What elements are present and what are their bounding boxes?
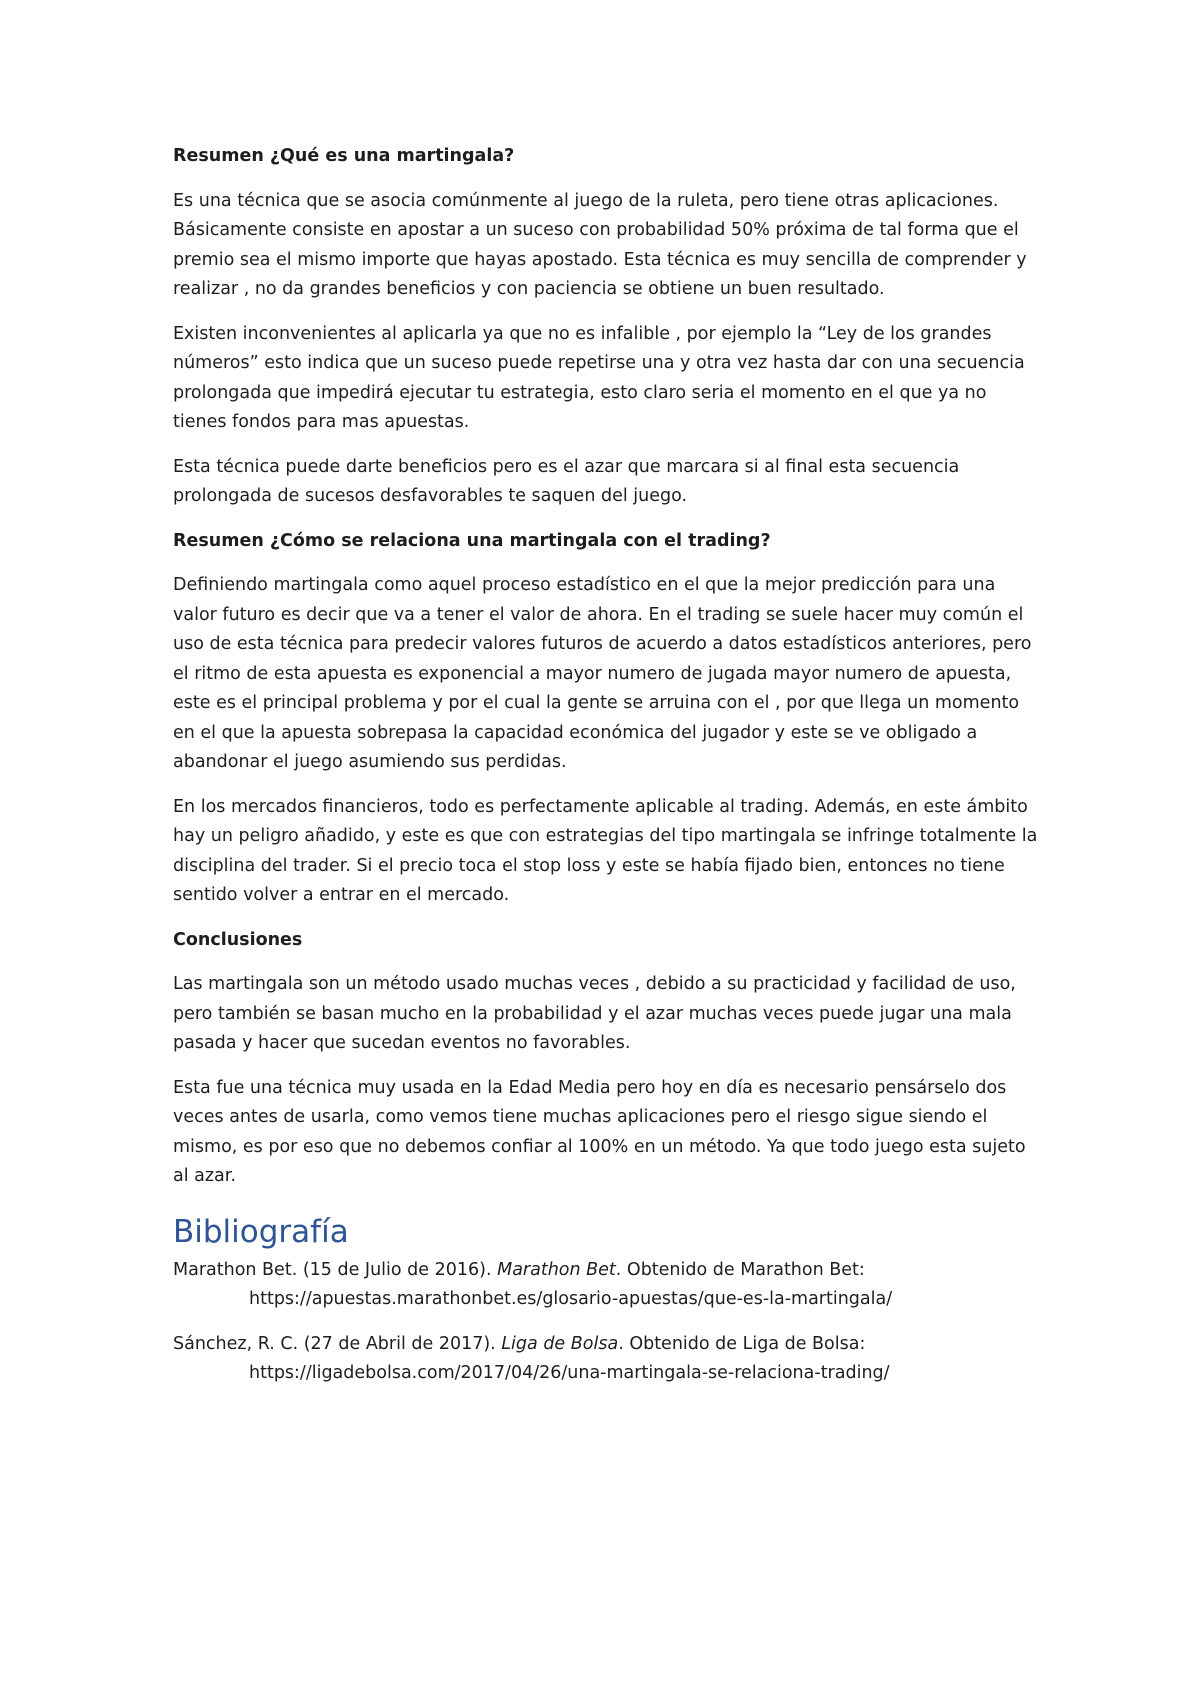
section-heading: Resumen ¿Cómo se relaciona una martingala con el trading? <box>173 530 771 551</box>
section-martingala-trading <box>173 527 1043 911</box>
reference-author-date: Marathon Bet. (15 de Julio de 2016). <box>173 1259 498 1280</box>
section-heading: Conclusiones <box>173 929 303 950</box>
section-conclusiones <box>173 926 1043 1192</box>
bibliography-reference <box>173 1330 1043 1389</box>
document-body <box>173 142 1043 1404</box>
reference-retrieval: . Obtenido de Marathon Bet: https://apuestas.marathonbet.es/glosario-apuestas/que-es-la-martingala/ <box>249 1259 893 1309</box>
reference-retrieval: . Obtenido de Liga de Bolsa: https://ligadebolsa.com/2017/04/26/una-martingala-se-relaciona-trading/ <box>249 1333 890 1383</box>
bibliography-title: Bibliografía <box>173 1213 349 1250</box>
body-paragraph: Esta fue una técnica muy usada en la Edad Media pero hoy en día es necesario pensárselo dos veces antes de usarla, como vemos tiene muchas aplicaciones pero el riesgo sigue siendo el mismo, es por eso que no debemos confiar al 100% en un método. Ya que todo juego esta sujeto al azar. <box>173 1077 1026 1186</box>
section-que-es-martingala <box>173 142 1043 512</box>
reference-author-date: Sánchez, R. C. (27 de Abril de 2017). <box>173 1333 502 1354</box>
section-heading: Resumen ¿Qué es una martingala? <box>173 146 515 166</box>
bibliography-reference <box>173 1256 1043 1315</box>
reference-source-title: Marathon Bet <box>497 1259 616 1280</box>
body-paragraph: Existen inconvenientes al aplicarla ya que no es infalible , por ejemplo la “Ley de los grandes números” esto indica que un suceso puede repetirse una y otra vez hasta dar con una secuencia prolongada que impedirá ejecutar tu estrategia, esto claro seria el momento en el que ya no tienes fondos para mas apuestas. <box>173 323 1025 432</box>
body-paragraph: Las martingala son un método usado muchas veces , debido a su practicidad y facilidad de uso, pero también se basan mucho en la probabilidad y el azar muchas veces puede jugar una mala pasada y hacer que sucedan eventos no favorables. <box>173 974 1016 1053</box>
body-paragraph: Es una técnica que se asocia comúnmente al juego de la ruleta, pero tiene otras aplicaciones. Básicamente consiste en apostar a un suceso con probabilidad 50% próxima de tal forma que el premio sea el mismo importe que hayas apostado. Esta técnica es muy sencilla de comprender y realizar , no da grandes beneficios y con paciencia se obtiene un buen resultado. <box>173 190 1027 299</box>
body-paragraph: Definiendo martingala como aquel proceso estadístico en el que la mejor predicción para una valor futuro es decir que va a tener el valor de ahora. En el trading se suele hacer muy común el uso de esta técnica para predecir valores futuros de acuerdo a datos estadísticos anteriores, pero el ritmo de esta apuesta es exponencial a mayor numero de jugada mayor numero de apuesta, este es el principal problema y por el cual la gente se arruina con el , por que llega un momento en el que la apuesta sobrepasa la capacidad económica del jugador y este se ve obligado a abandonar el juego asumiendo sus perdidas. <box>173 575 1032 772</box>
reference-source-title: Liga de Bolsa <box>501 1333 619 1354</box>
body-paragraph: Esta técnica puede darte beneficios pero es el azar que marcara si al final esta secuencia prolongada de sucesos desfavorables te saquen del juego. <box>173 456 960 506</box>
bibliography-section <box>173 1212 1043 1389</box>
body-paragraph: En los mercados financieros, todo es perfectamente aplicable al trading. Además, en este ámbito hay un peligro añadido, y este es que con estrategias del tipo martingala se infringe totalmente la disciplina del trader. Si el precio toca el stop loss y este se había fijado bien, entonces no tiene sentido volver a entrar en el mercado. <box>173 796 1038 905</box>
